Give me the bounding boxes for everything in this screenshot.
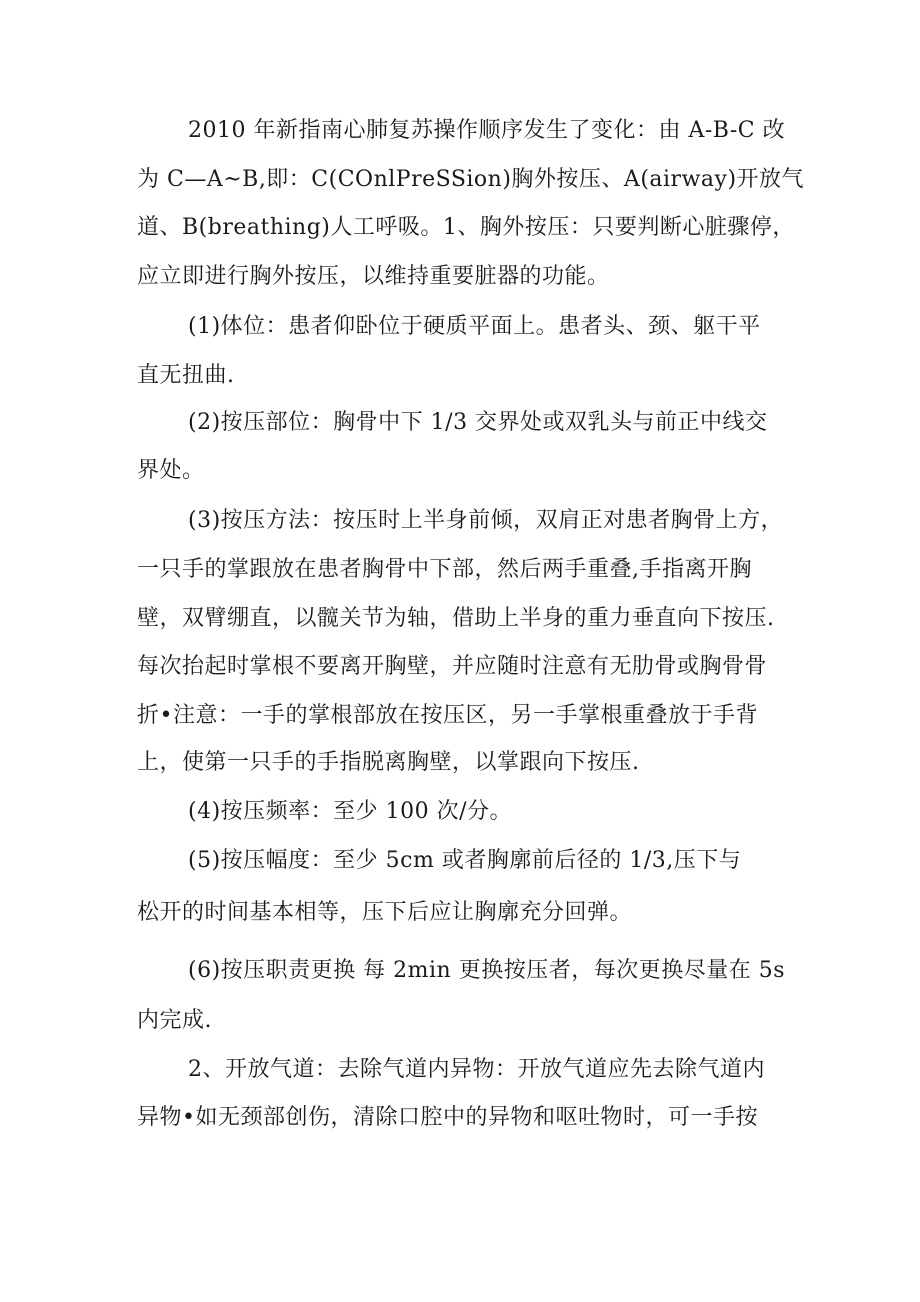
paragraph-line-15: (4)按压频率：至少 100 次/分。 xyxy=(188,799,513,824)
paragraph-line-3: 道、B(breathing)人工呼吸。1、胸外按压：只要判断心脏骤停， xyxy=(137,215,795,240)
paragraph-line-7: (2)按压部位：胸骨中下 1/3 交界处或双乳头与前正中线交 xyxy=(188,410,768,435)
paragraph-line-21: 异物•如无颈部创伤，清除口腔中的异物和呕吐物时，可一手按 xyxy=(137,1105,758,1130)
paragraph-line-12: 每次抬起时掌根不要离开胸壁，并应随时注意有无肋骨或胸骨骨 xyxy=(137,654,768,679)
paragraph-line-20: 2、开放气道：去除气道内异物：开放气道应先去除气道内 xyxy=(188,1057,765,1082)
paragraph-line-6: 直无扭曲. xyxy=(137,363,235,388)
paragraph-line-19: 内完成. xyxy=(137,1008,212,1033)
paragraph-line-17: 松开的时间基本相等，压下后应让胸廓充分回弹。 xyxy=(137,900,633,925)
paragraph-line-1: 2010 年新指南心肺复苏操作顺序发生了变化：由 A-B-C 改 xyxy=(188,118,786,143)
paragraph-line-18: (6)按压职责更换 每 2min 更换按压者，每次更换尽量在 5s xyxy=(188,958,785,983)
paragraph-line-10: 一只手的掌跟放在患者胸骨中下部，然后两手重叠,手指离开胸 xyxy=(137,557,752,582)
paragraph-line-14: 上，使第一只手的手指脱离胸壁，以掌跟向下按压. xyxy=(137,750,640,775)
paragraph-line-2: 为 C—A~B,即：C(COnlPreSSion)胸外按压、A(airway)开放气 xyxy=(137,167,805,192)
paragraph-line-4: 应立即进行胸外按压，以维持重要脏器的功能。 xyxy=(137,264,610,289)
paragraph-line-5: (1)体位：患者仰卧位于硬质平面上。患者头、颈、躯干平 xyxy=(188,314,761,339)
paragraph-line-16: (5)按压幅度：至少 5cm 或者胸廓前后径的 1/3,压下与 xyxy=(188,848,742,873)
paragraph-line-8: 界处。 xyxy=(137,458,205,483)
paragraph-line-11: 壁，双臂绷直，以髋关节为轴，借助上半身的重力垂直向下按压. xyxy=(137,606,775,631)
paragraph-line-13: 折•注意：一手的掌根部放在按压区，另一手掌根重叠放于手背 xyxy=(137,703,758,728)
paragraph-line-9: (3)按压方法：按压时上半身前倾，双肩正对患者胸骨上方， xyxy=(188,508,784,533)
